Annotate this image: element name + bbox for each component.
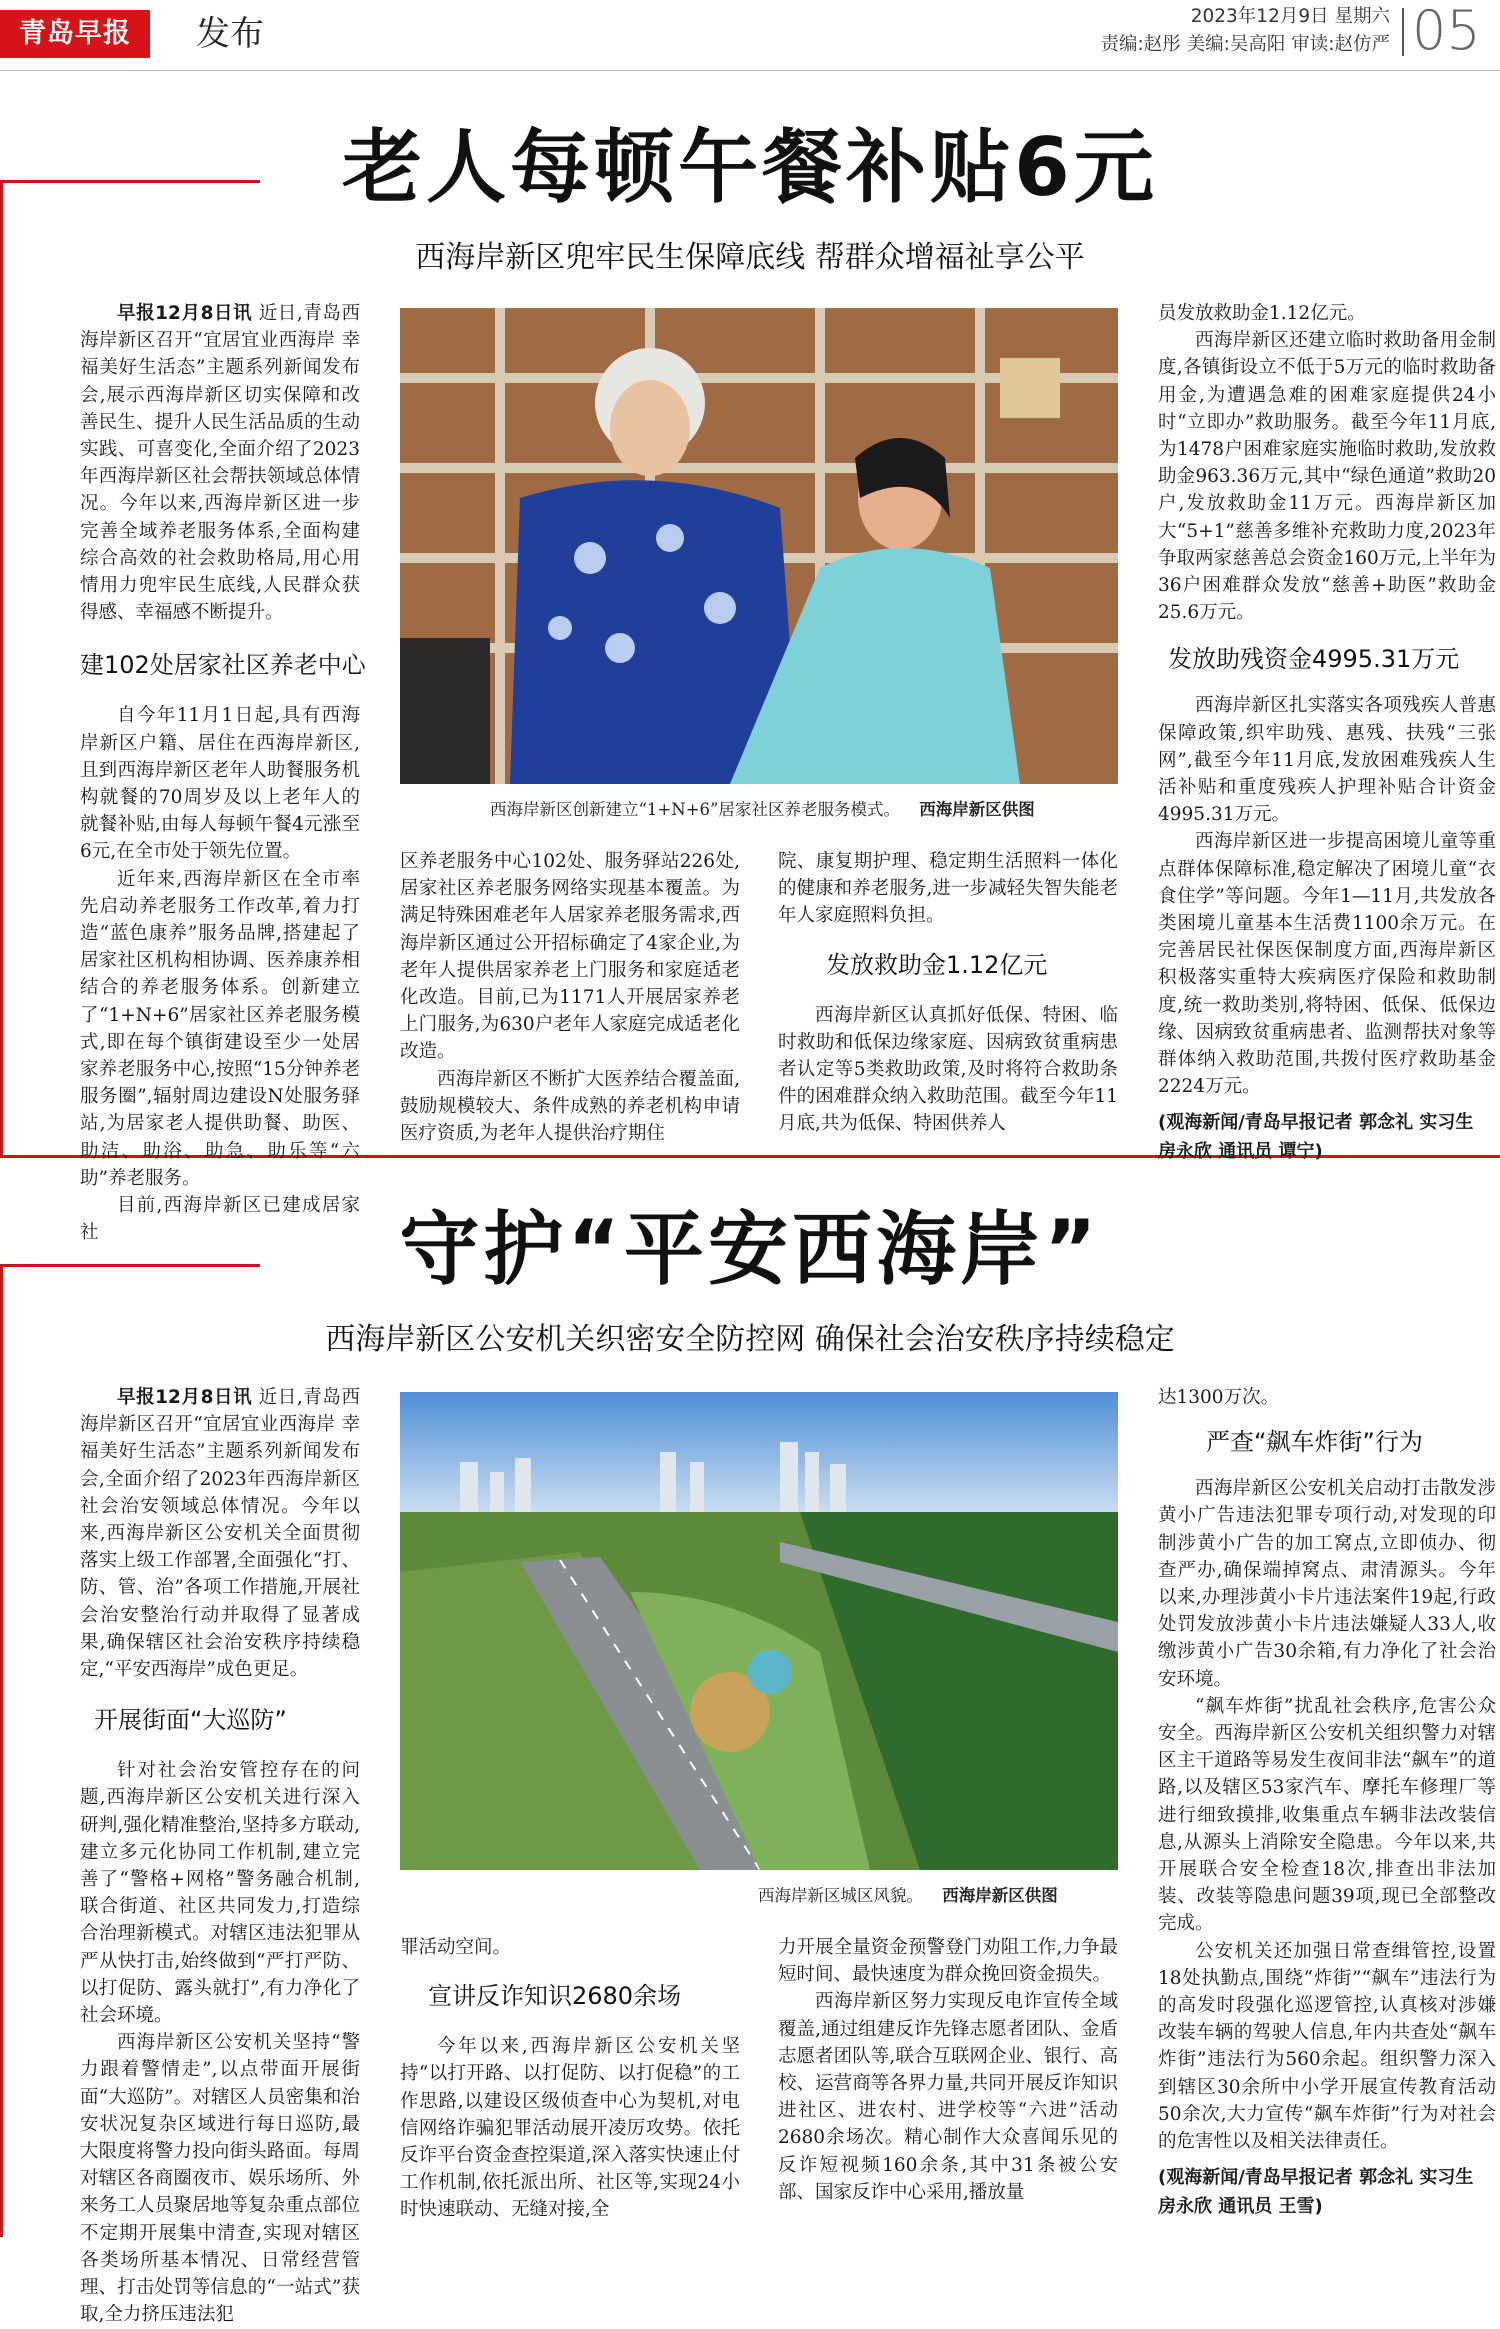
article1-intro [80,300,360,626]
article1-headline: 老人每顿午餐补贴6元 [342,121,1158,214]
article2-column-4 [1158,1384,1500,2234]
masthead [0,0,1500,72]
issue-date: 2023年12月9日 星期六 [1190,6,1390,27]
page-number: 05 [1412,0,1481,62]
article1-col4-para1: 员发放救助金1.12亿元。 [1158,303,1366,324]
article2-photo [400,1392,1118,1870]
article1-photo-caption [490,796,1035,820]
article2-col4-para4: 公安机关还加强日常查缉管控,设置18处执勤点,围绕“炸街”“飙车”违法行为的高发时段强化巡逻管控,认真核对涉嫌改装车辆的驾驶人信息,年内共查处“飙车炸街”违法行为560余起。组织警力深入到辖区30余所中小学开展宣传教育活动50余次,大力宣传“飙车炸街”行为对社会的危害性以及相关法律责任。 [1158,1940,1496,2153]
article1-col3-para1: 院、康复期护理、稳定期生活照料一体化的健康和养老服务,进一步减轻失智失能老年人家庭照料负担。 [778,851,1118,927]
article2-column-2 [400,1934,740,2234]
article2-col4-para2: 西海岸新区公安机关启动打击散发涉黄小广告违法犯罪专项行动,对发现的印制涉黄小广告的加工窝点,立即侦办、彻查严办,确保端掉窝点、肃清源头。今年以来,办理涉黄小卡片违法案件19起,行政处罚发放涉黄小卡片违法嫌疑人33人,收缴涉黄小广告30余箱,有力净化了社会治安环境。 [1158,1478,1496,1690]
article2-col1-para3: 西海岸新区公安机关坚持“警力跟着警情走”,以点带面开展街面“大巡防”。对辖区人员密集和治安状况复杂区域进行每日巡防,最大限度将警力投向街头路面。每周对辖区各商圈夜市、娱乐场所、外来务工人员聚居地等复杂重点部位不定期开展集中清查,实现对辖区各类场所基本情况、日常经营管理、打击处罚等信息的“一站式”获取,全力挤压违法犯 [80,2032,360,2326]
article1-intro-text: 近日,青岛西海岸新区召开“宜居宜业西海岸 幸福美好生活态”主题系列新闻发布会,展示西海岸新区切实保障和改善民生、提升人民生活品质的生动实践、可喜变化,全面介绍了2023年西海岸新区社会帮扶领域总体情况。今年以来,西海岸新区进一步完善全域养老服务体系,全面构建综合高效的社会救助格局,用心用情用力兜牢民生底线,人民群众获得感、幸福感不断提升。 [80,303,360,624]
article1-byline: (观海新闻/青岛早报记者 郭念礼 实习生 房永欣 通讯员 谭宁) [1158,1112,1474,1163]
section-name: 发布 [196,14,264,54]
article2-intro-text: 近日,青岛西海岸新区召开“宜居宜业西海岸 幸福美好生活态”主题系列新闻发布会,全面介绍了2023年西海岸新区社会治安领域总体情况。今年以来,西海岸新区公安机关全面贯彻落实上级工作部署,全面强化“打、防、管、治”各项工作措施,开展社会治安整治行动并取得了显著成果,确保辖区社会治安秩序持续稳定,“平安西海岸”成色更足。 [80,1387,360,1681]
article2-col2-para2: 今年以来,西海岸新区公安机关坚持“以打开路、以打促防、以打促稳”的工作思路,以建设区级侦查中心为契机,对电信网络诈骗犯罪活动展开凌厉攻势。依托反诈平台资金查控渠道,深入落实快速止付工作机制,依托派出所、社区等,实现24小时快速联动、无缝对接,全 [400,2036,740,2221]
article2-byline: (观海新闻/青岛早报记者 郭念礼 实习生 房永欣 通讯员 王雪) [1158,2167,1474,2218]
article1-subhead-1: 建102处居家社区养老中心 [80,651,366,680]
article1-photo [400,308,1118,784]
article2-subhead-3: 严查“飙车炸街”行为 [1206,1428,1423,1457]
article2-col1-para2: 针对社会治安管控存在的问题,西海岸新区公安机关进行深入研判,强化精准整治,坚持多方联动,建立多元化协同工作机制,建立完善了“警格+网格”警务融合机制,联合街道、社区共同发力,打造综合治理新模式。对辖区违法犯罪从严从快打击,始终做到“严打严防、以打促防、露头就打”,有力净化了社会环境。 [80,1760,360,2027]
article1-caption-text: 西海岸新区创新建立“1+N+6”居家社区养老服务模式。 [490,800,900,819]
article2-col2-para1: 罪活动空间。 [400,1937,512,1958]
article1-subhead-2: 发放救助金1.12亿元 [826,950,1048,979]
editor-credits: 责编:赵彤 美编:吴高阳 审读:赵仿严 [1100,34,1390,55]
article2-col4-para1: 达1300万次。 [1158,1387,1280,1408]
article1-col3-para2: 西海岸新区认真抓好低保、特困、临时救助和低保边缘家庭、因病致贫重病患者认定等5类救助政策,及时将符合救助条件的困难群众纳入救助范围。截至今年11月底,共为低保、特困供养人 [778,1004,1118,1135]
article1-subhead-3: 发放助残资金4995.31万元 [1168,645,1460,674]
article2-deck: 西海岸新区公安机关织密安全防控网 确保社会治安秩序持续稳定 [325,1322,1175,1357]
article2-col3-para1: 力开展全量资金预警登门劝阻工作,力争最短时间、最快速度为群众挽回资金损失。 [778,1937,1118,1986]
newspaper-logo: 青岛早报 [0,10,150,58]
article1-frame-left [0,180,3,1158]
article1-photo-credit: 西海岸新区供图 [919,800,1035,819]
article1-col1-para4: 目前,西海岸新区已建成居家社 [80,1195,360,1244]
article2-dateline: 早报12月8日讯 [117,1387,253,1408]
article1-col4-para2: 西海岸新区还建立临时救助备用金制度,各镇街设立不低于5万元的临时救助备用金,为遭遇急难的困难家庭提供24小时“立即办”救助服务。截至今年11月底,为1478户困难家庭实施临时救助,发放救助金963.36万元,其中“绿色通道”救助20户,发放救助金11万元。西海岸新区加大“5+1”慈善多维补充救助力度,2023年争取两家慈善总会资金160万元,上半年为36户困难群众发放“慈善+助医”救助金25.6万元。 [1158,330,1496,624]
article2-headline: 守护“平安西海岸” [399,1203,1101,1296]
article2-column-3 [778,1934,1118,2234]
article1-col2-para2: 西海岸新区不断扩大医养结合覆盖面,鼓励规模较大、条件成熟的养老机构申请医疗资质,为老年人提供治疗期住 [400,1068,740,1145]
article1-col1-para2: 自今年11月1日起,具有西海岸新区户籍、居住在西海岸新区,且到西海岸新区老年人助餐服务机构就餐的70周岁及以上老年人的就餐补贴,由每人每顿午餐4元涨至6元,在全市处于领先位置。 [80,705,360,863]
article1-col2-para1: 区养老服务中心102处、服务驿站226处,居家社区养老服务网络实现基本覆盖。为满足特殊困难老年人居家养老服务需求,西海岸新区通过公开招标确定了4家企业,为老年人提供居家养老上门服务和家庭适老化改造。目前,已为1171人开展居家养老上门服务,为630户老年人家庭完成适老化改造。 [400,851,740,1063]
article2-column-1 [80,1384,360,2326]
article2-photo-caption [758,1882,1058,1906]
article1-column-2 [400,848,740,1145]
article1-deck: 西海岸新区兜牢民生保障底线 帮群众增福祉享公平 [415,240,1085,275]
article2-photo-credit: 西海岸新区供图 [942,1886,1058,1905]
article2-subhead-2: 宣讲反诈知识2680余场 [428,1982,682,2011]
header-divider [1402,8,1404,56]
article1-column-3 [778,848,1118,1142]
article2-caption-text: 西海岸新区城区风貌。 [758,1886,923,1905]
article1-col4-para4: 西海岸新区进一步提高困境儿童等重点群体保障标准,稳定解决了困境儿童“衣食住学”等问题。今年1—11月,共发放各类困境儿童基本生活费1100余万元。在完善居民社保医保制度方面,西海岸新区积极落实重特大疾病医疗保险和救助制度,统一救助类别,将特困、低保、低保边缘、因病致贫重病患者、监测帮扶对象等群体纳入救助范围,共拨付医疗救助基金2224万元。 [1158,831,1496,1098]
article1-column-1 [80,300,366,1244]
article2-subhead-1: 开展街面“大巡防” [94,1706,287,1735]
article1-column-4 [1158,300,1500,1163]
article2-intro [80,1384,360,1683]
article2-frame-left [0,1264,3,2237]
article1-dateline: 早报12月8日讯 [117,303,253,324]
article1-col4-para3: 西海岸新区扎实落实各项残疾人普惠保障政策,织牢助残、惠残、扶残“三张网”,截至今年11月底,发放困难残疾人生活补贴和重度残疾人护理补贴合计资金4995.31万元。 [1158,695,1496,826]
header-rule [0,70,1500,71]
article1-col1-para3: 近年来,西海岸新区在全市率先启动养老服务工作改革,着力打造“蓝色康养”服务品牌,搭建起了居家社区机构相协调、医养康养相结合的养老服务体系。创新建立了“1+N+6”居家社区养老服务模式,即在每个镇街建设至少一处居家养老服务中心,按照“15分钟养老服务圈”,辐射周边建设N处服务驿站,为居家老人提供助餐、助医、助洁、助浴、助急、助乐等“六助”养老服务。 [80,868,360,1189]
article2-col4-para3: “飙车炸街”扰乱社会秩序,危害公众安全。西海岸新区公安机关组织警力对辖区主干道路等易发生夜间非法“飙车”的道路,以及辖区53家汽车、摩托车修理厂等进行细致摸排,收集重点车辆非法改装信息,从源头上消除安全隐患。今年以来,共开展联合安全检查18次,排查出非法加装、改装等隐患问题39项,现已全部整改完成。 [1158,1695,1496,1935]
city-aerial-photo-image [400,1392,1118,1870]
article2-col3-para2: 西海岸新区努力实现反电诈宣传全域覆盖,通过组建反诈先锋志愿者团队、金盾志愿者团队等,联合互联网企业、银行、高校、运营商等各界力量,共同开展反诈知识进社区、进农村、进学校等“六进”活动2680余场次。精心制作大众喜闻乐见的反诈短视频160余条,其中31条被公安部、国家反诈中心采用,播放量 [778,1991,1118,2203]
elderly-care-photo-image [400,308,1118,784]
